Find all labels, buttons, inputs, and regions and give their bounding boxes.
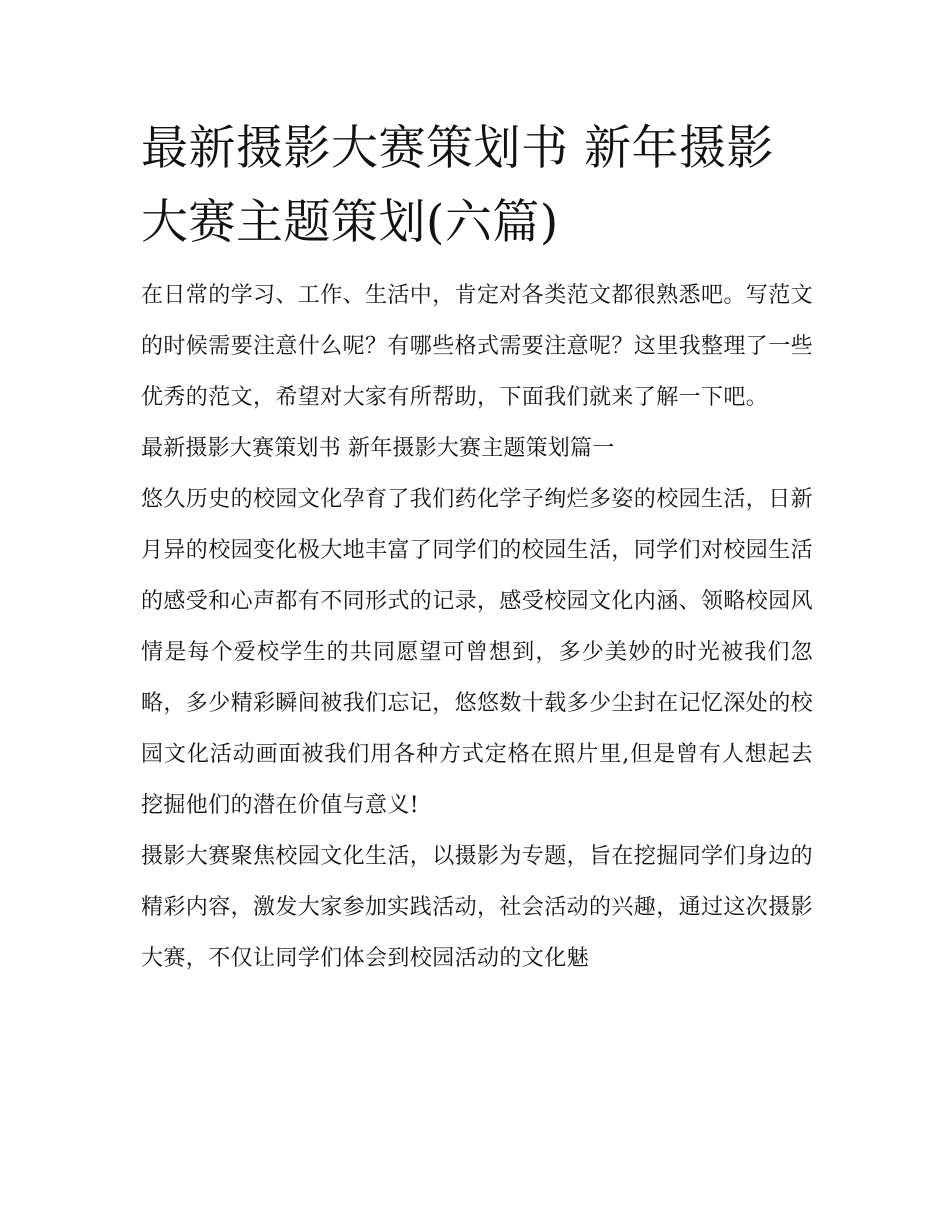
body-paragraph-2: 摄影大赛聚焦校园文化生活，以摄影为专题，旨在挖掘同学们身边的精彩内容，激发大家参加实践活动，社会活动的兴趣，通过这次摄影大赛，不仅让同学们体会到校园活动的文化魅: [141, 844, 814, 971]
section-heading: 最新摄影大赛策划书 新年摄影大赛主题策划篇一: [141, 436, 615, 461]
document-content: [141, 112, 813, 984]
document-title: 最新摄影大赛策划书 新年摄影大赛主题策划(六篇): [141, 121, 774, 250]
body-paragraph-1: 悠久历史的校园文化孕育了我们药化学子绚烂多姿的校园生活，日新月异的校园变化极大地丰富了同学们的校园生活，同学们对校园生活的感受和心声都有不同形式的记录，感受校园文化内涵、领略校园风情是每个爱校学生的共同愿望可曾想到，多少美妙的时光被我们忽略，多少精彩瞬间被我们忘记，悠悠数十载多少尘封在记忆深处的校园文化活动画面被我们用各种方式定格在照片里,但是曾有人想起去挖掘他们的潜在价值与意义!: [141, 487, 814, 818]
intro-paragraph: 在日常的学习、工作、生活中，肯定对各类范文都很熟悉吧。写范文的时候需要注意什么呢？有哪些格式需要注意呢？这里我整理了一些优秀的范文，希望对大家有所帮助，下面我们就来了解一下吧。: [141, 283, 814, 410]
